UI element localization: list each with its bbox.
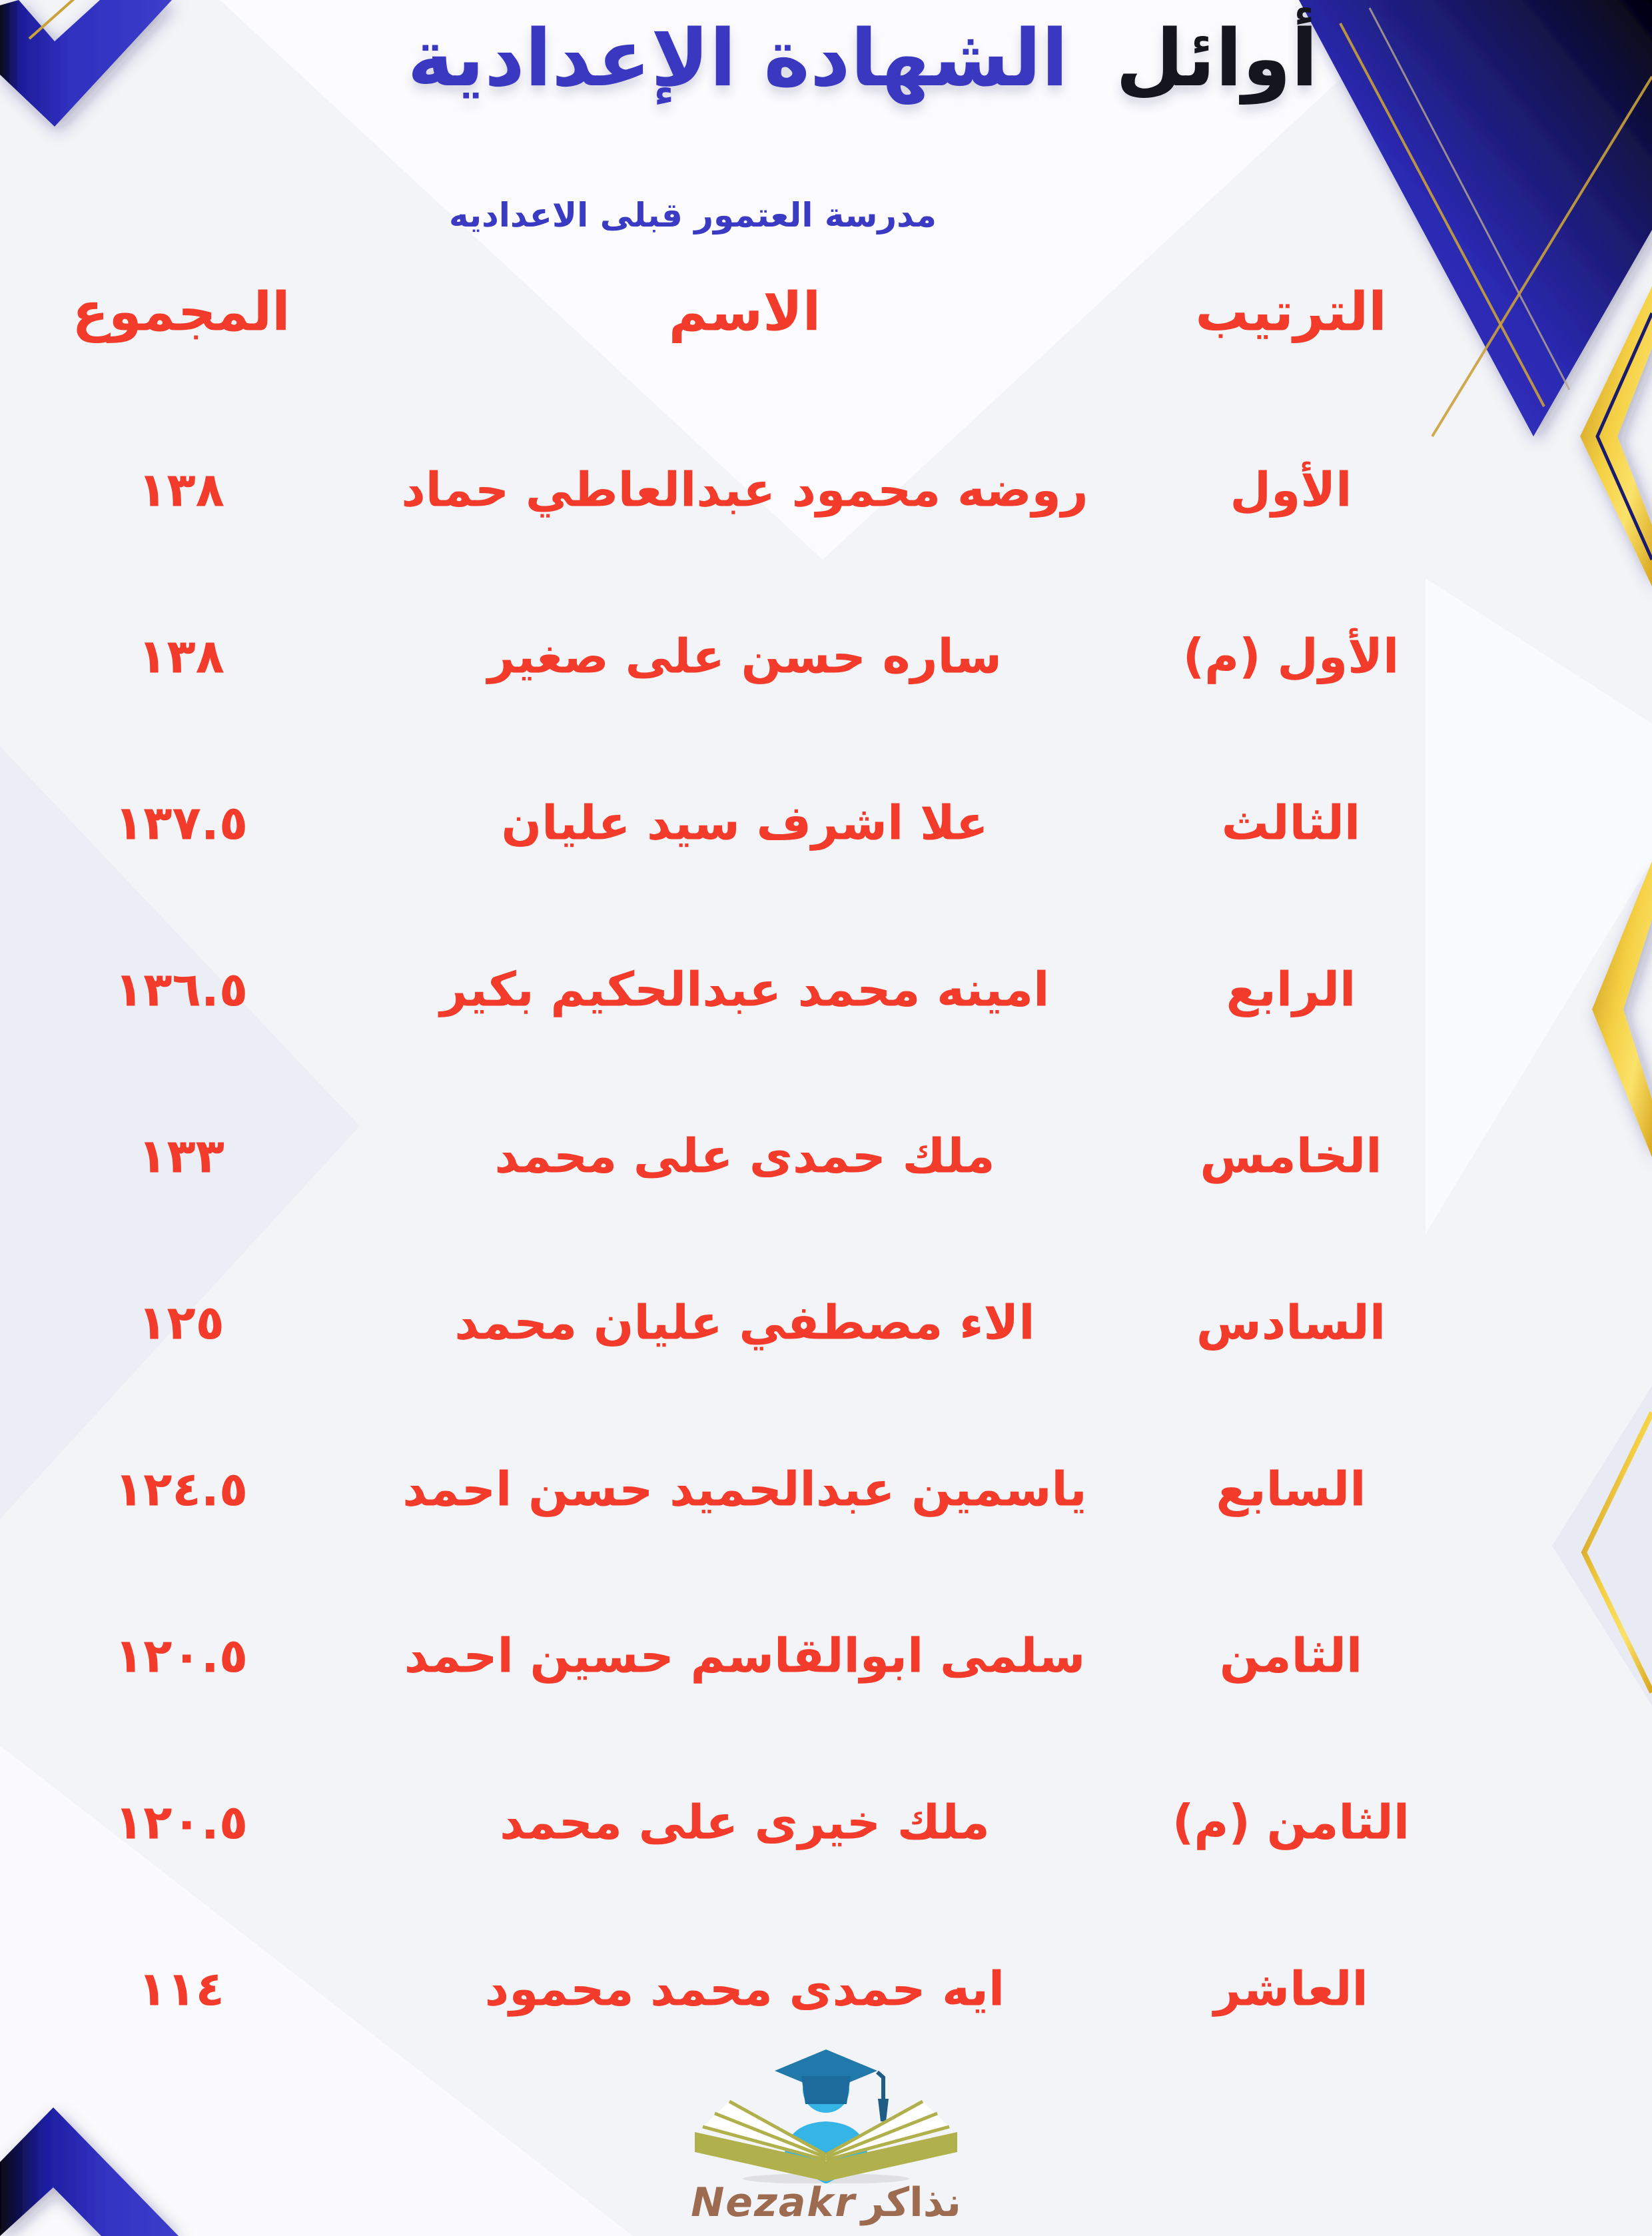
table-row: [0, 1406, 1652, 1572]
total-score-cell: ١٢٤.٥: [114, 1461, 248, 1517]
rank-cell: الخامس: [1200, 1128, 1382, 1184]
rank-cell: العاشر: [1214, 1961, 1368, 2017]
school-name: مدرسة العتمور قبلى الاعداديه: [449, 196, 937, 235]
nezakr-logo-text: [691, 2179, 961, 2226]
rank-cell: الثالث: [1221, 795, 1361, 851]
total-score-cell: ١٣٦.٥: [114, 961, 248, 1017]
table-header-row: [0, 245, 1652, 378]
total-score-cell: ١٢٥: [137, 1295, 225, 1351]
nezakr-logo: [0, 2047, 1652, 2226]
student-name-cell: امينه محمد عبدالحكيم بكير: [440, 961, 1050, 1017]
logo-name-arabic: نذاكر: [861, 2179, 961, 2226]
rank-cell: الثامن (م): [1172, 1794, 1410, 1850]
table-row: [0, 1739, 1652, 1906]
student-name-cell: ايه حمدى محمد محمود: [484, 1961, 1005, 2017]
header-name: الاسم: [668, 280, 821, 343]
rank-cell: الرابع: [1226, 961, 1356, 1017]
total-score-cell: ١٢٠.٥: [114, 1794, 248, 1850]
results-table: [0, 406, 1652, 2072]
rank-cell: السابع: [1216, 1461, 1366, 1517]
header-total: المجموع: [72, 280, 290, 343]
total-score-cell: ١٣٨: [137, 628, 225, 684]
student-name-cell: ساره حسن على صغير: [488, 628, 1002, 684]
table-row: [0, 573, 1652, 740]
header-rank: الترتيب: [1195, 280, 1387, 343]
total-score-cell: ١٣٨: [137, 462, 225, 518]
title-words-blue: الشهادة الإعدادية: [407, 12, 1068, 104]
total-score-cell: ١٢٠.٥: [114, 1628, 248, 1684]
student-name-cell: سلمى ابوالقاسم حسين احمد: [404, 1628, 1086, 1684]
title-word-black: أوائل: [1115, 12, 1318, 104]
logo-name-latin: Nezakr: [691, 2179, 856, 2226]
rank-cell: السادس: [1196, 1295, 1386, 1351]
table-row: [0, 740, 1652, 906]
total-score-cell: ١٣٣: [137, 1128, 225, 1184]
total-score-cell: ١١٤: [137, 1961, 225, 2017]
rank-cell: الأول (م): [1182, 628, 1400, 684]
nezakr-logo-graphic: [683, 2047, 969, 2183]
table-row: [0, 1239, 1652, 1406]
student-name-cell: روضه محمود عبدالعاطي حماد: [401, 462, 1088, 518]
rank-cell: الثامن: [1219, 1628, 1363, 1684]
table-row: [0, 906, 1652, 1073]
student-name-cell: علا اشرف سيد عليان: [501, 795, 989, 851]
student-name-cell: ملك خيرى على محمد: [500, 1794, 990, 1850]
table-row: [0, 1572, 1652, 1739]
total-score-cell: ١٣٧.٥: [114, 795, 248, 851]
rank-cell: الأول: [1230, 462, 1352, 518]
tassel: [878, 2099, 889, 2121]
page-title: [37, 9, 1652, 108]
table-row: [0, 406, 1652, 573]
table-row: [0, 1073, 1652, 1239]
student-name-cell: الاء مصطفي عليان محمد: [454, 1295, 1035, 1351]
student-name-cell: ياسمين عبدالحميد حسن احمد: [402, 1461, 1087, 1517]
student-name-cell: ملك حمدى على محمد: [494, 1128, 995, 1184]
